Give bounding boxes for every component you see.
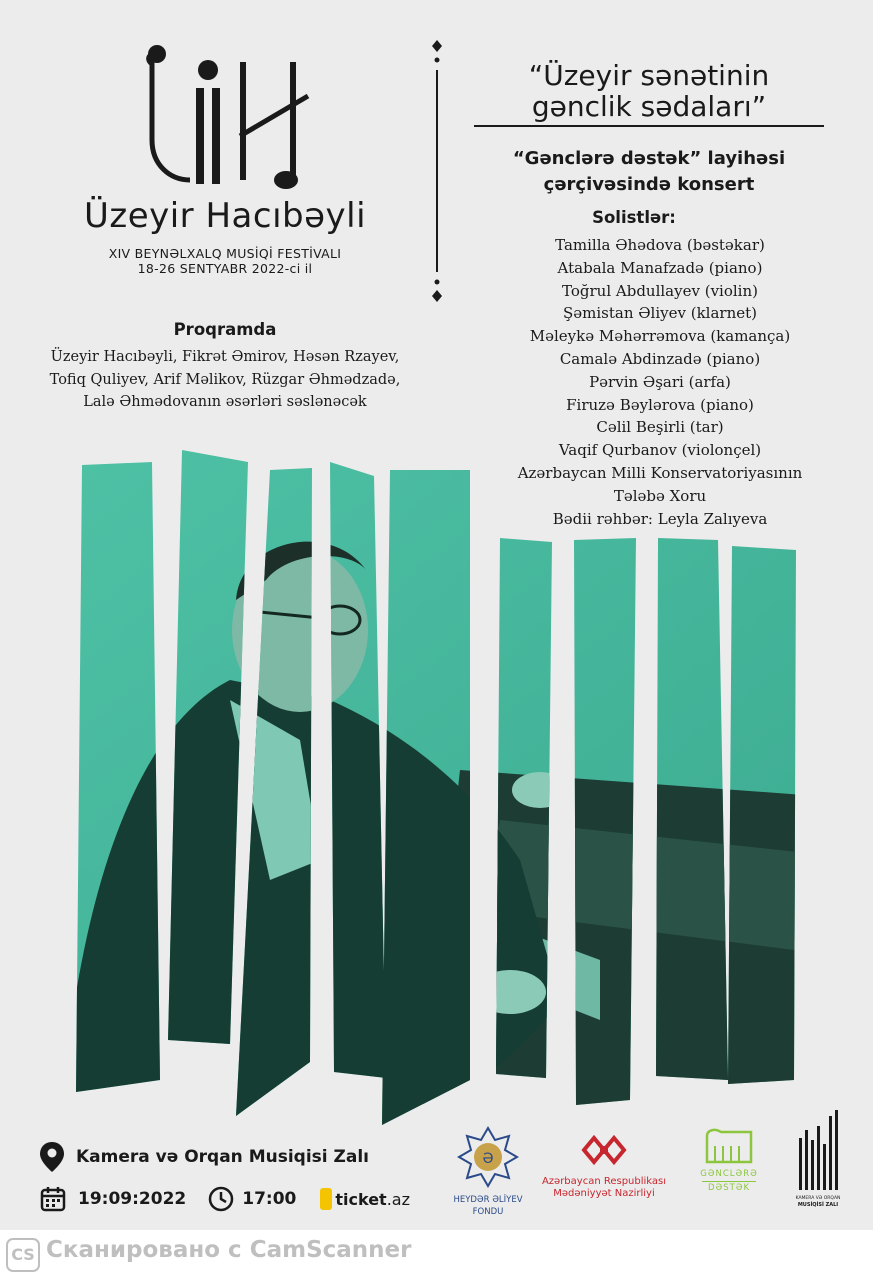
- soloist-item: Pərvin Əşari (arfa): [589, 372, 731, 391]
- venue-name: Kamera və Orqan Musiqisi Zalı: [76, 1147, 369, 1167]
- foundation-emblem-icon: [457, 1126, 519, 1188]
- soloist-item: Cəlil Beşirli (tar): [596, 418, 724, 437]
- iticket-logo[interactable]: [320, 1188, 410, 1210]
- soloist-item: Şəmistan Əliyev (klarnet): [562, 304, 758, 323]
- event-subtitle-line2: çərçivəsində konsert: [543, 174, 755, 195]
- soloist-item: Azərbaycan Milli Konservatoriyasının: [517, 463, 803, 482]
- soloist-item: Tələbə Xoru: [613, 486, 707, 505]
- event-subtitle: [474, 146, 824, 198]
- soloist-item: Atabala Manafzadə (piano): [557, 258, 763, 277]
- location-pin-icon: [40, 1142, 64, 1172]
- soloists-heading: Solistlər:: [592, 208, 676, 227]
- venue-row: [40, 1142, 369, 1172]
- program-line: Üzeyir Hacıbəyli, Fikrət Əmirov, Həsən Rzayev,: [50, 349, 400, 365]
- festival-edition: XIV BEYNƏLXALQ MUSİQİ FESTİVALI: [108, 246, 342, 261]
- camscanner-logo-icon: CS: [6, 1238, 40, 1272]
- ministry-name-line2: Mədəniyyət Nazirliyi: [553, 1188, 655, 1199]
- youth-support-line1: GƏNCLƏRƏ: [700, 1169, 758, 1179]
- event-date: 19:09:2022: [78, 1189, 187, 1209]
- event-title: [474, 60, 824, 122]
- program-line: Lalə Əhmədovanın əsərləri səslənəcək: [83, 394, 367, 410]
- foundation-name-line2: FONDU: [472, 1207, 504, 1217]
- soloist-item: Vaqif Qurbanov (violonçel): [558, 441, 762, 460]
- festival-logo: [140, 40, 310, 192]
- svg-text:Ə: Ə: [482, 1151, 494, 1167]
- program-line: Tofiq Quliyev, Arif Məlikov, Rüzgar Əhmədzadə,: [49, 371, 401, 388]
- festival-dates: 18-26 SENTYABR 2022-ci il: [137, 261, 313, 276]
- program-composers: [20, 346, 430, 414]
- soloist-item: Firuzə Bəylərova (piano): [566, 395, 754, 414]
- soloist-item: Bədii rəhbər: Leyla Zalıyeva: [552, 509, 768, 528]
- iticket-brand: ticket: [335, 1189, 387, 1209]
- soloist-item: Camalə Abdinzadə (piano): [559, 349, 761, 368]
- foundation-name-line1: HEYDƏR ƏLİYEV: [453, 1195, 523, 1205]
- chamber-organ-hall-logo: [792, 1110, 844, 1208]
- hall-name-line1: KAMERA VƏ ORQAN: [795, 1196, 841, 1201]
- ministry-name-line1: Azərbaycan Respublikası: [541, 1176, 667, 1187]
- ministry-ornament-icon: [574, 1132, 634, 1168]
- camscanner-watermark-text: Сканировано с CamScanner: [46, 1237, 412, 1263]
- date-row: [40, 1186, 410, 1212]
- festival-subtitle: [40, 246, 410, 276]
- organ-pipes-icon: [797, 1110, 839, 1192]
- event-time: 17:00: [242, 1189, 297, 1209]
- program-heading: Proqramda: [173, 320, 277, 339]
- clock-icon: [208, 1186, 234, 1212]
- hall-name-line2: MUSİQİSİ ZALI: [797, 1202, 839, 1208]
- piano-icon: [701, 1126, 757, 1164]
- youth-support-logo: [694, 1126, 764, 1194]
- heydar-aliyev-foundation-logo: [448, 1126, 528, 1218]
- calendar-icon: [40, 1186, 66, 1212]
- pianist-photo: [0, 440, 873, 1130]
- event-subtitle-line1: “Gənclərə dəstək” layihəsi: [512, 148, 786, 169]
- event-title-line1: “Üzeyir sənətinin: [528, 59, 770, 92]
- soloist-item: Məleykə Məhərrəmova (kamança): [529, 327, 791, 346]
- vertical-divider: [430, 40, 444, 302]
- title-underline: [474, 125, 824, 127]
- ministry-of-culture-logo: [536, 1132, 672, 1200]
- iticket-i-icon: [320, 1188, 332, 1210]
- iticket-domain: .az: [386, 1189, 410, 1209]
- youth-support-line2: DƏSTƏK: [702, 1181, 756, 1194]
- festival-name: Üzeyir Hacıbəyli: [83, 196, 367, 236]
- event-title-line2: gənclik sədaları”: [531, 90, 767, 123]
- soloist-item: Toğrul Abdullayev (violin): [562, 281, 758, 300]
- soloist-item: Tamilla Əhədova (bəstəkar): [555, 236, 765, 254]
